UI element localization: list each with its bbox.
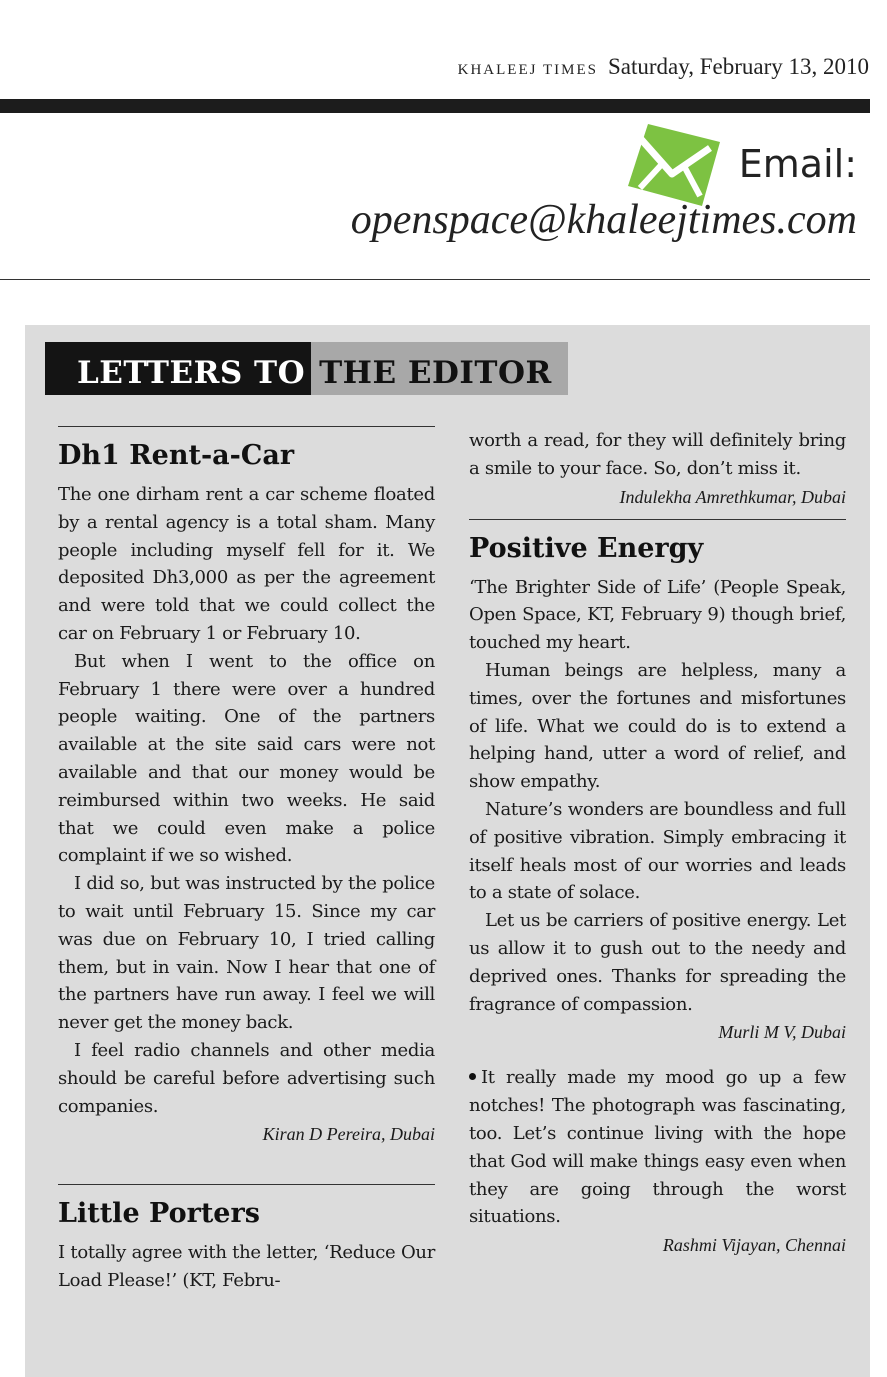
reply-text: It really made my mood go up a few notches! The photograph was fascinating, too. Let’s continue living with the hope that God will make things easy even when they are going through the worst situations.	[469, 1067, 846, 1228]
letter-title-positive-energy: Positive Energy	[469, 532, 704, 564]
letter-signature: Indulekha Amrethkumar, Dubai	[619, 486, 846, 507]
letter-signature: Rashmi Vijayan, Chennai	[662, 1235, 846, 1256]
issue-date: Saturday, February 13, 2010	[607, 54, 869, 79]
email-envelope-icon	[628, 124, 720, 206]
letter-paragraph: I totally agree with the letter, ‘Reduce Our Load Please!’ (KT, Febru-	[58, 1242, 435, 1292]
letter-signature: Kiran D Pereira, Dubai	[262, 1124, 435, 1145]
letters-panel	[25, 325, 870, 1377]
section-divider	[58, 426, 435, 427]
letter-paragraph: I feel radio channels and other media should be careful before advertising such companies.	[58, 1039, 435, 1117]
section-divider	[58, 1184, 435, 1185]
header-rule-thick	[0, 99, 870, 113]
letter-title-little-porters: Little Porters	[58, 1198, 260, 1230]
letter-paragraph: The one dirham rent a car scheme floated by a rental agency is a total sham. Many people including myself fell for it. We deposited Dh3,000 as per the agreement and were told that we could collect the car on February 1 or February 10.	[58, 484, 435, 644]
letter-paragraph: I did so, but was instructed by the police to wait until February 15. Since my car was due on February 10, I tried calling them, but in vain. Now I hear that one of the partners have run away. I feel we will never get the money back.	[58, 873, 435, 1034]
header-rule-thin	[0, 279, 870, 280]
right-column	[469, 427, 846, 1259]
letter-title-rent-a-car: Dh1 Rent-a-Car	[58, 440, 295, 471]
letter-paragraph: ‘The Brighter Side of Life’ (People Speak, Open Space, KT, February 9) though brief, touched my heart.	[469, 576, 846, 654]
left-column	[58, 426, 435, 1295]
letter-paragraph: Human beings are helpless, many a times, over the fortunes and misfortunes of life. What we could do is to extend a helping hand, utter a word of relief, and show empathy.	[469, 659, 846, 793]
letter-paragraph-continued: worth a read, for they will definitely bring a smile to your face. So, don’t miss it.	[469, 430, 846, 479]
bullet-icon	[469, 1073, 476, 1080]
banner-letters-to: LETTERS TO	[45, 342, 311, 395]
banner-the-editor: THE EDITOR	[311, 342, 568, 395]
letter-paragraph: Let us be carriers of positive energy. Let us allow it to gush out to the needy and deprived ones. Thanks for spreading the fragrance of compassion.	[469, 910, 846, 1015]
email-label: Email:	[738, 142, 857, 186]
email-address[interactable]: openspace@khaleejtimes.com	[350, 197, 857, 243]
reply-letter	[469, 1064, 846, 1231]
letter-paragraph: But when I went to the office on February 1 there were over a hundred people waiting. One of the partners available at the site said cars were not available and that our money would be reimbursed within two weeks. He said that we could even make a police complaint if we so wished.	[58, 650, 435, 867]
section-divider	[469, 519, 846, 520]
newspaper-name: KHALEEJ TIMES	[457, 62, 598, 78]
letter-paragraph: Nature’s wonders are boundless and full of positive vibration. Simply embracing it itself heals most of our worries and leads to a state of solace.	[469, 798, 846, 904]
letter-signature: Murli M V, Dubai	[718, 1022, 846, 1043]
letters-banner	[45, 342, 568, 395]
masthead	[458, 54, 869, 80]
